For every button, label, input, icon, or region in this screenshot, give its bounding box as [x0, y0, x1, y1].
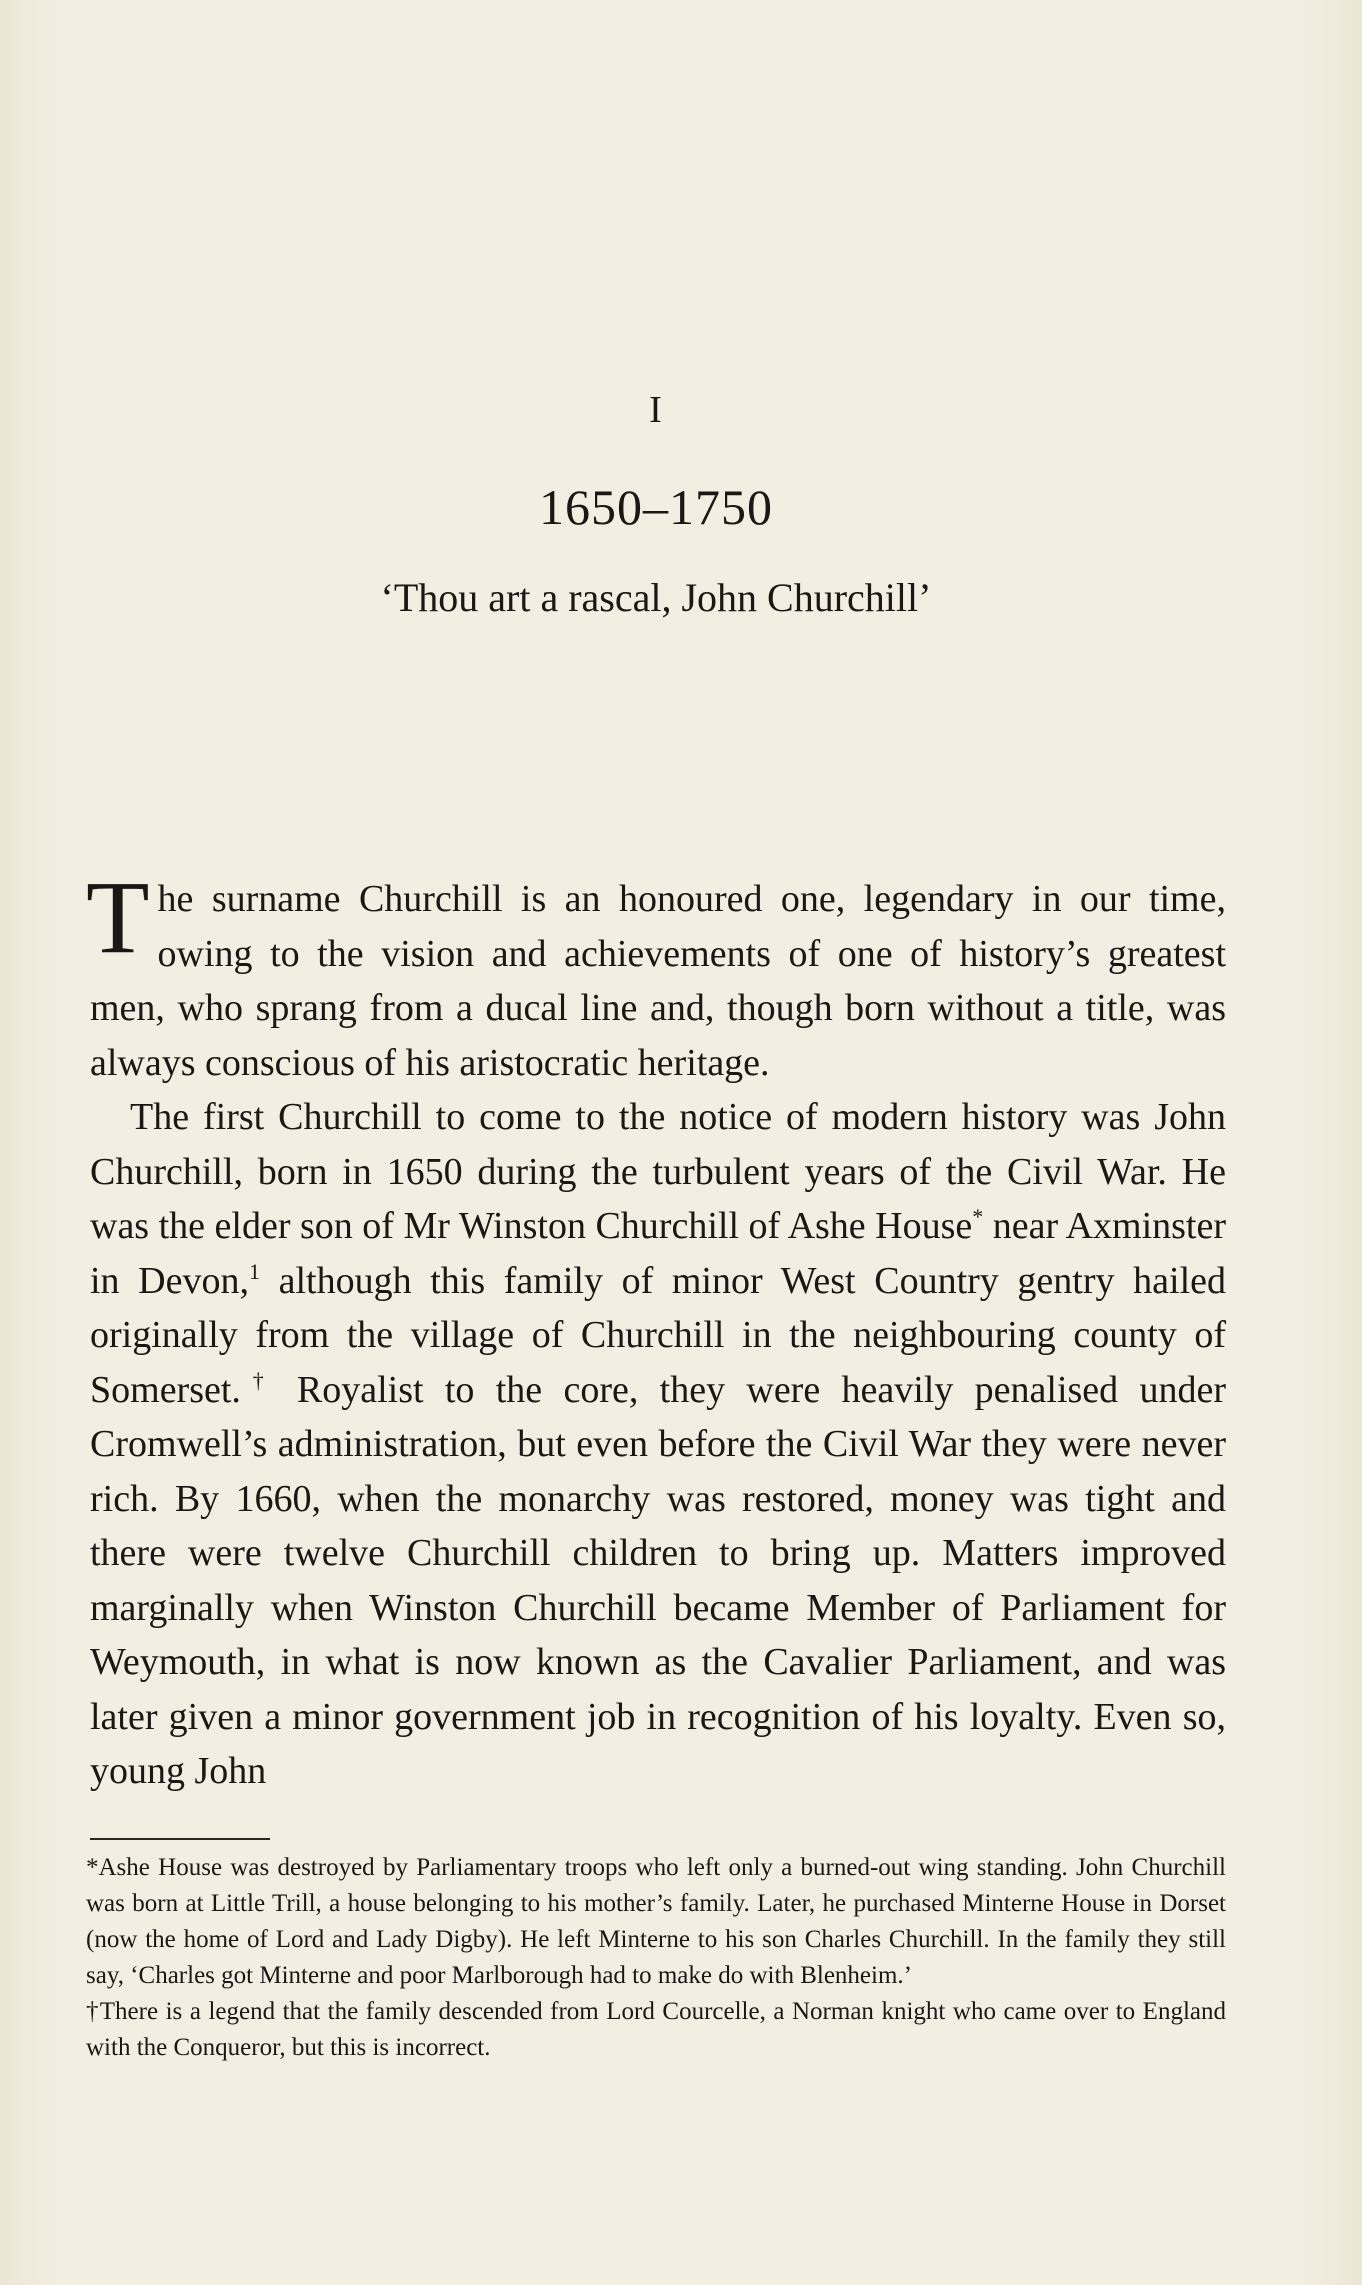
drop-cap: T [86, 860, 150, 975]
paragraph-1 [86, 860, 1226, 1090]
paragraph-2-text-a: The first Churchill to come to the notice of modern history was John Churchill, born in 1650 during the turbulent years of the Civil War. He was the elder son of Mr Winston Churchill of Ashe House [90, 1096, 1226, 1247]
footnote-marker-dagger: † [240, 1367, 276, 1393]
endnote-marker-1: 1 [249, 1258, 260, 1284]
chapter-number: I [649, 389, 663, 431]
footnote-rule [90, 1838, 270, 1840]
paragraph-2 [90, 1090, 1226, 1799]
footnote-marker-asterisk: * [972, 1204, 984, 1229]
paragraph-2-text-b: near Axminster in Devon, [90, 1205, 1227, 1302]
chapter-title: ‘Thou art a rascal, John Churchill’ [380, 575, 932, 620]
footnotes [86, 1850, 1226, 2066]
paragraph-1-text: he surname Churchill is an honoured one, legendary in our time, owing to the vision and achievements of one of history’s greatest men, who sprang from a ducal line and, though born without a title, was always conscious of his aristocratic heritage. [90, 878, 1226, 1084]
footnote-1: *Ashe House was destroyed by Parliamentary troops who left only a burned-out wing standing. John Churchill was born at Little Trill, a house belonging to his mother’s family. Later, he purchased Minterne House in Dorset (now the home of Lord and Lady Digby). He left Minterne to his son Charles Churchill. In the family they still say, ‘Charles got Minterne and poor Marlborough had to make do with Blenheim.’ [86, 1854, 1226, 1989]
paragraph-2-text-c: although this family of minor West Country gentry hailed originally from the village of Churchill in the neighbouring county of Somerset. [90, 1259, 1226, 1411]
body-text [86, 860, 1227, 1799]
chapter-dates: 1650–1750 [539, 479, 773, 535]
paragraph-2-text-d: Royalist to the core, they were heavily penalised under Cromwell’s administration, but even before the Civil War they were never rich. By 1660, when the monarchy was restored, money was tight and there were twelve Churchill children to bring up. Matters improved marginally when Winston Churchill became Member of Parliament for Weymouth, in what is now known as the Cavalier Parliament, and was later given a minor government job in recognition of his loyalty. Even so, young John [90, 1368, 1227, 1792]
footnote-2: †There is a legend that the family descended from Lord Courcelle, a Norman knight who came over to England with the Conqueror, but this is incorrect. [86, 1998, 1226, 2061]
